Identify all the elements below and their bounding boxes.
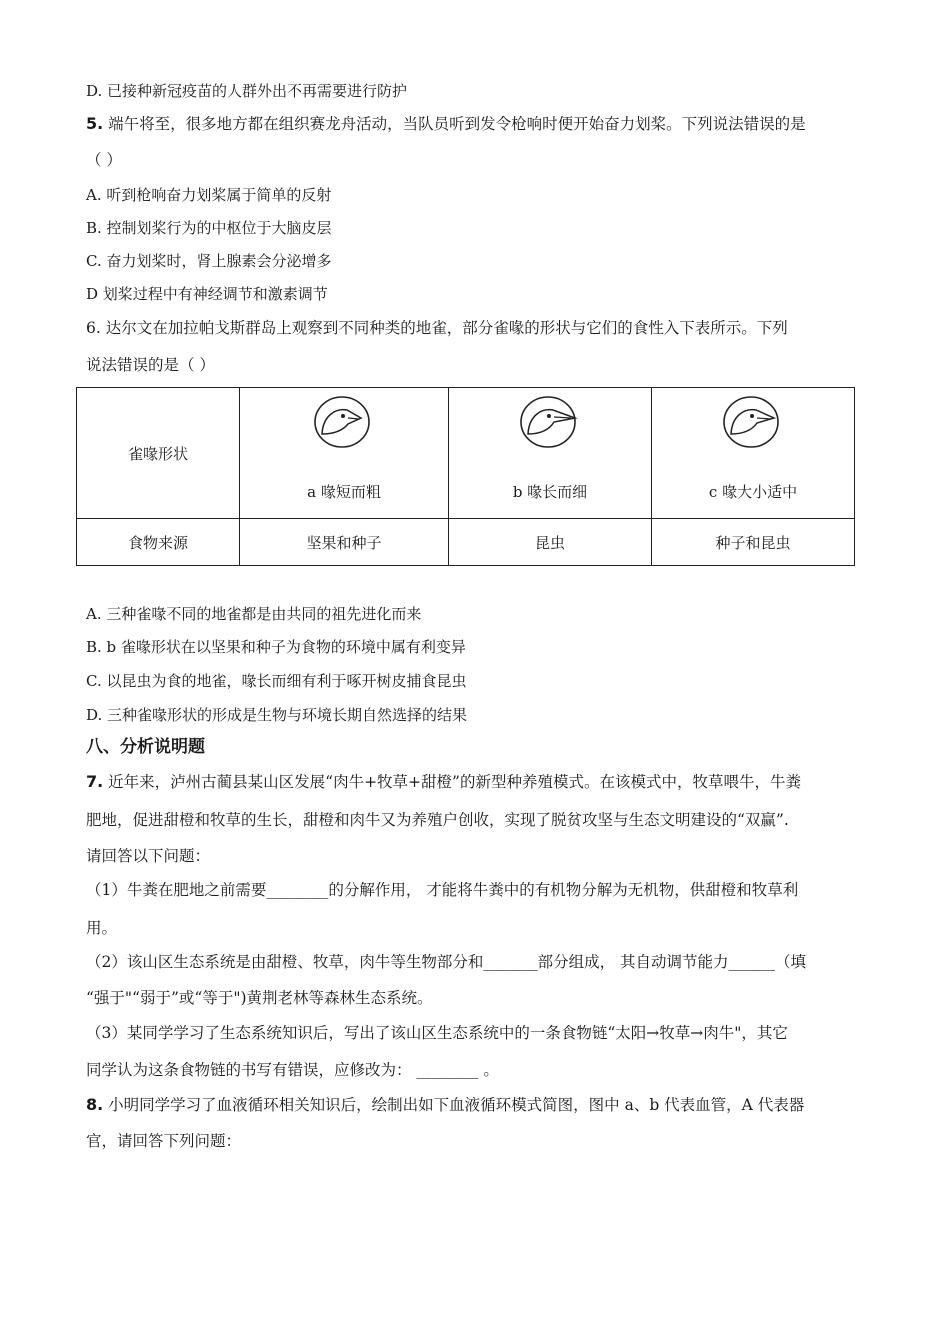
q8-number: 8.	[86, 1095, 104, 1114]
beak-table	[76, 387, 855, 566]
food-source-label: 食物来源	[77, 519, 240, 566]
q7-part1-a: （1）牛粪在肥地之前需要________的分解作用， 才能将牛粪中的有机物分解为无机物，供甜橙和牧草利	[86, 881, 799, 899]
q6-option-c: C. 以昆虫为食的地雀，喙长而细有利于啄开树皮捕食昆虫	[86, 672, 467, 690]
q7-part2-a: （2）该山区生态系统是由甜橙、牧草，肉牛等生物部分和_______部分组成， 其自动调节能力______（填	[86, 953, 807, 971]
q7-part3-a: （3）某同学学习了生态系统知识后，写出了该山区生态系统中的一条食物链“太阳→牧草→肉牛"，其它	[86, 1024, 788, 1042]
table-row	[77, 519, 855, 566]
q8-stem-2: 官，请回答下列问题：	[86, 1132, 242, 1150]
q6-option-d: D. 三种雀喙形状的形成是生物与环境长期自然选择的结果	[86, 706, 468, 724]
table-row	[77, 388, 855, 519]
q5-option-b: B. 控制划桨行为的中枢位于大脑皮层	[86, 219, 332, 237]
q5-stem	[86, 114, 806, 134]
q7-part1-b: 用。	[86, 919, 118, 937]
section-heading: 八、分析说明题	[86, 737, 205, 757]
q4-option-d: D. 已接种新冠疫苗的人群外出不再需要进行防护	[86, 82, 408, 100]
q5-option-d: D 划桨过程中有神经调节和激素调节	[86, 285, 328, 303]
bird-cell-a	[240, 388, 449, 519]
food-a: 坚果和种子	[240, 519, 449, 566]
q6-stem-2: 说法错误的是（ ）	[86, 356, 215, 374]
q7-stem-3: 请回答以下问题：	[86, 847, 211, 865]
q6-option-a: A. 三种雀喙不同的地雀都是由共同的祖先进化而来	[86, 605, 422, 623]
q7-number: 7.	[86, 772, 104, 791]
beak-shape-label: 雀喙形状	[77, 388, 240, 519]
q5-paren: （ ）	[86, 151, 122, 169]
q5-text: 端午将至，很多地方都在组织赛龙舟活动，当队员听到发令枪响时便开始奋力划桨。下列说法错误的是	[103, 115, 806, 133]
food-c: 种子和昆虫	[652, 519, 855, 566]
q7-part2-b: “强于"“弱于”或“等于")黄荆老林等森林生态系统。	[86, 989, 433, 1007]
food-b: 昆虫	[449, 519, 652, 566]
finch-medium-beak-icon	[722, 394, 784, 450]
q6-option-b: B. b 雀喙形状在以坚果和种子为食物的环境中属有利变异	[86, 638, 466, 656]
q8-stem-1	[86, 1095, 804, 1115]
q8-text: 小明同学学习了血液循环相关知识后，绘制出如下血液循环模式简图，图中 a、b 代表血管，A 代表器	[103, 1096, 805, 1114]
q5-number: 5.	[86, 114, 104, 133]
q7-stem-2: 肥地，促进甜橙和牧草的生长，甜橙和肉牛又为养殖户创收，实现了脱贫攻坚与生态文明建设的“双赢”.	[86, 811, 789, 829]
bird-caption-a: a 喙短而粗	[307, 483, 381, 501]
bird-caption-c: c 喙大小适中	[708, 483, 798, 501]
q6-stem: 6. 达尔文在加拉帕戈斯群岛上观察到不同种类的地雀，部分雀喙的形状与它们的食性入下表所示。下列	[86, 319, 788, 337]
q7-stem-1	[86, 772, 801, 792]
q7-part3-b: 同学认为这条食物链的书写有错误，应修改为： ________ 。	[86, 1061, 499, 1079]
finch-short-thick-beak-icon	[313, 394, 375, 450]
finch-long-thin-beak-icon	[519, 394, 581, 450]
bird-cell-b	[449, 388, 652, 519]
q7-text: 近年来，泸州古蔺县某山区发展“肉牛+牧草+甜橙”的新型种养殖模式。在该模式中，牧草喂牛，牛粪	[103, 773, 801, 791]
bird-cell-c	[652, 388, 855, 519]
q5-option-a: A. 听到枪响奋力划桨属于简单的反射	[86, 186, 332, 204]
q5-option-c: C. 奋力划桨时，肾上腺素会分泌增多	[86, 252, 332, 270]
bird-caption-b: b 喙长而细	[512, 483, 588, 501]
